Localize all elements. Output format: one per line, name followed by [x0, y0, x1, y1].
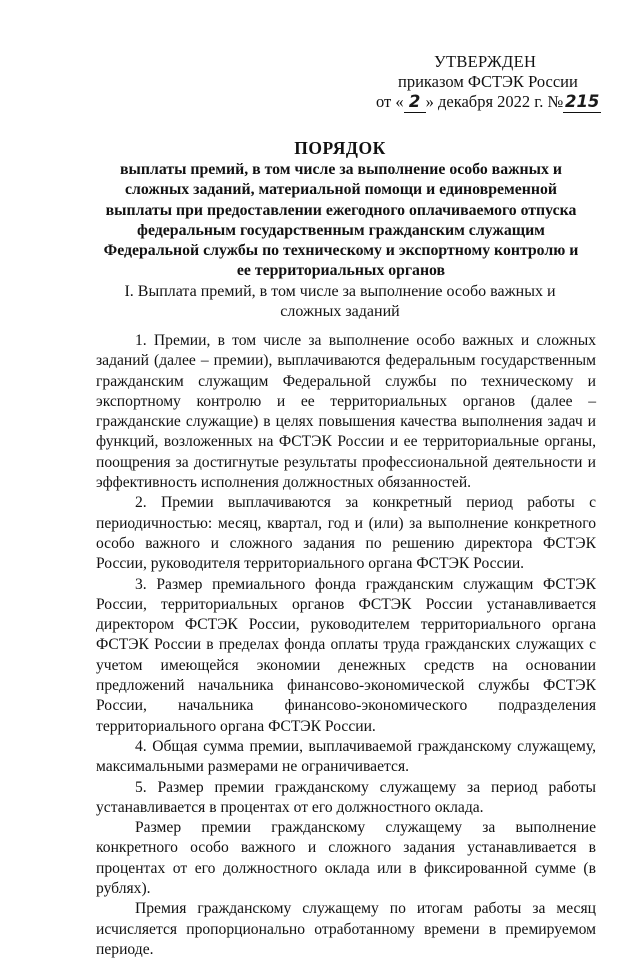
section-heading: I. Выплата премий, в том числе за выполнение особо важных и сложных заданий — [124, 283, 556, 320]
approval-title: УТВЕРЖДЕН — [434, 52, 537, 71]
approval-date-mid: » декабря 2022 г. № — [425, 92, 564, 111]
document-title: ПОРЯДОК — [294, 138, 386, 158]
approval-stamp — [376, 52, 600, 113]
paragraph: 5. Размер премии гражданскому служащему за период работы устанавливается в процентах от его должностного оклада. — [96, 778, 596, 816]
handwritten-day: 2 — [404, 92, 426, 113]
paragraph: 1. Премии, в том числе за выполнение особо важных и сложных заданий (далее – премии), выплачиваются федеральным государственным гражданским служащим Федеральной службы по техническому и экспортному контролю и ее территориальных органов (далее – гражданские служащие) в целях повышения качества выполнения задач и функций, возложенных на ФСТЭК России и ее территориальные органы, поощрения за достигнутые результаты профессиональной деятельности и эффективность исполнения должностных обязанностей. — [96, 332, 596, 492]
paragraph: Премия гражданскому служащему по итогам работы за месяц исчисляется пропорционально отработанному времени в премируемом периоде. — [96, 900, 596, 958]
paragraph: Размер премии гражданскому служащему за выполнение конкретного особо важного и сложного задания устанавливается в процентах от его должностного оклада или в фиксированной сумме (в рублях). — [96, 819, 596, 898]
paragraph: 3. Размер премиального фонда гражданским служащим ФСТЭК России, территориальных органов ФСТЭК России устанавливается директором ФСТЭК России, руководителем территориального органа ФСТЭК России в пределах фонда оплаты труда гражданских служащих с учетом имеющейся экономии денежных средств на основании предложений начальника финансово-экономической службы ФСТЭК России, начальника финансово-экономического подразделения территориального органа ФСТЭК России. — [96, 575, 596, 735]
approval-order: приказом ФСТЭК России — [398, 72, 578, 91]
document-subtitle: выплаты премий, в том числе за выполнение особо важных и сложных заданий, материальной помощи и единовременной выплаты при предоставлении ежегодного оплачиваемого отпуска федеральным государственным гражданским служащим Федеральной службы по техническому и экспортному контролю и ее территориальных органов — [103, 161, 579, 280]
approval-date-prefix: от « — [376, 92, 404, 111]
handwritten-order-number: 215 — [564, 92, 600, 111]
approval-date-number — [376, 92, 600, 113]
paragraph: 4. Общая сумма премии, выплачиваемой гражданскому служащему, максимальными размерами не ограничивается. — [96, 737, 596, 776]
paragraph: 2. Премии выплачиваются за конкретный период работы с периодичностью: месяц, квартал, год и (или) за выполнение конкретного особо важного и сложного задания по решению директора ФСТЭК России, руководителя территориального органа ФСТЭК России. — [96, 494, 596, 573]
document-body — [96, 331, 596, 960]
